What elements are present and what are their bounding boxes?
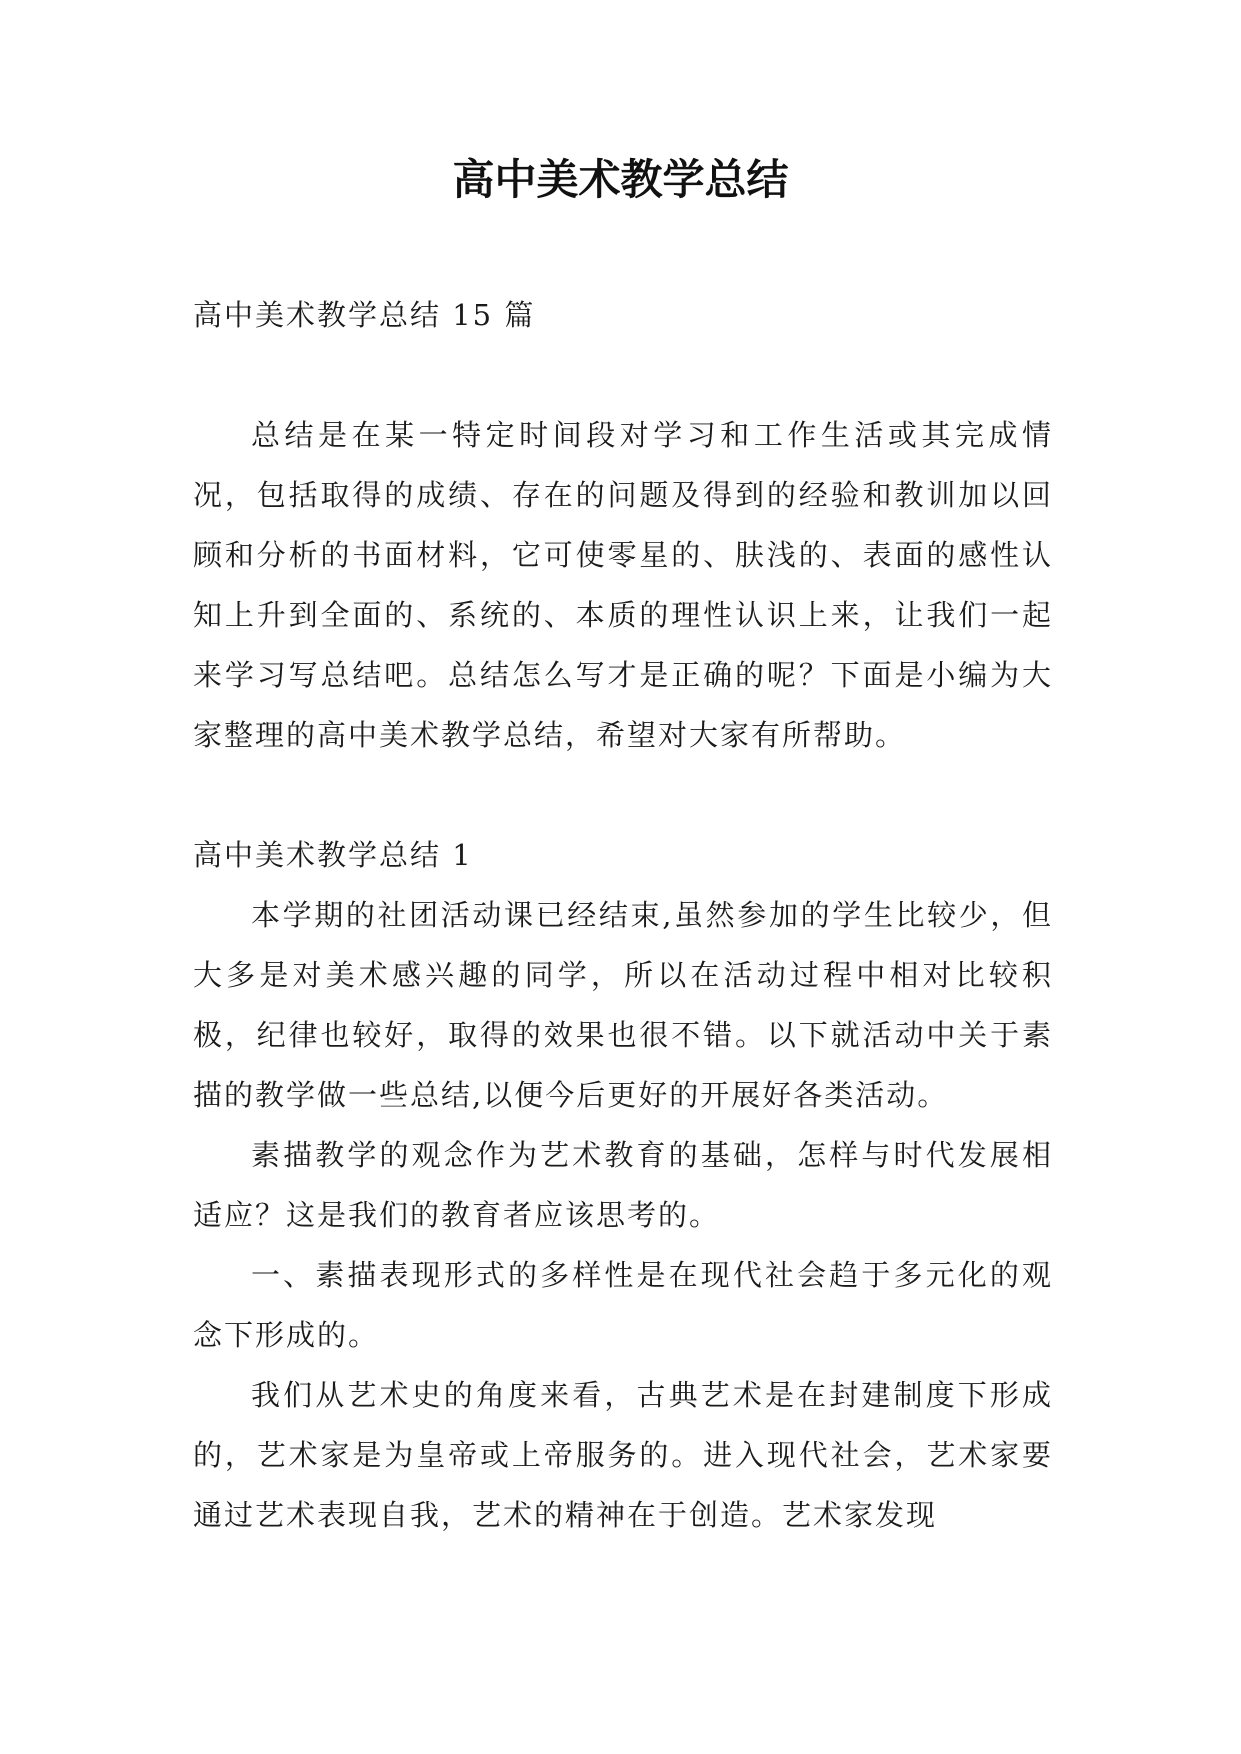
- body-paragraph: 素描教学的观念作为艺术教育的基础，怎样与时代发展相适应？这是我们的教育者应该思考的。: [193, 1138, 1053, 1232]
- document-title: 高中美术教学总结: [452, 155, 789, 204]
- intro-paragraph: 总结是在某一特定时间段对学习和工作生活或其完成情况，包括取得的成绩、存在的问题及得到的经验和教训加以回顾和分析的书面材料，它可使零星的、肤浅的、表面的感性认知上升到全面的、系统的、本质的理性认识上来，让我们一起来学习写总结吧。总结怎么写才是正确的呢？下面是小编为大家整理的高中美术教学总结，希望对大家有所帮助。: [193, 418, 1053, 752]
- document-body: [193, 285, 1053, 1545]
- section-heading: 高中美术教学总结 1: [193, 838, 473, 872]
- body-paragraph: 一、素描表现形式的多样性是在现代社会趋于多元化的观念下形成的。: [193, 1258, 1053, 1352]
- body-paragraph: 我们从艺术史的角度来看，古典艺术是在封建制度下形成的，艺术家是为皇帝或上帝服务的。进入现代社会，艺术家要通过艺术表现自我，艺术的精神在于创造。艺术家发现: [193, 1378, 1053, 1532]
- document-subtitle: 高中美术教学总结 15 篇: [193, 298, 536, 332]
- body-paragraph: 本学期的社团活动课已经结束,虽然参加的学生比较少，但大多是对美术感兴趣的同学，所以在活动过程中相对比较积极，纪律也较好，取得的效果也很不错。以下就活动中关于素描的教学做一些总结,以便今后更好的开展好各类活动。: [193, 898, 1053, 1112]
